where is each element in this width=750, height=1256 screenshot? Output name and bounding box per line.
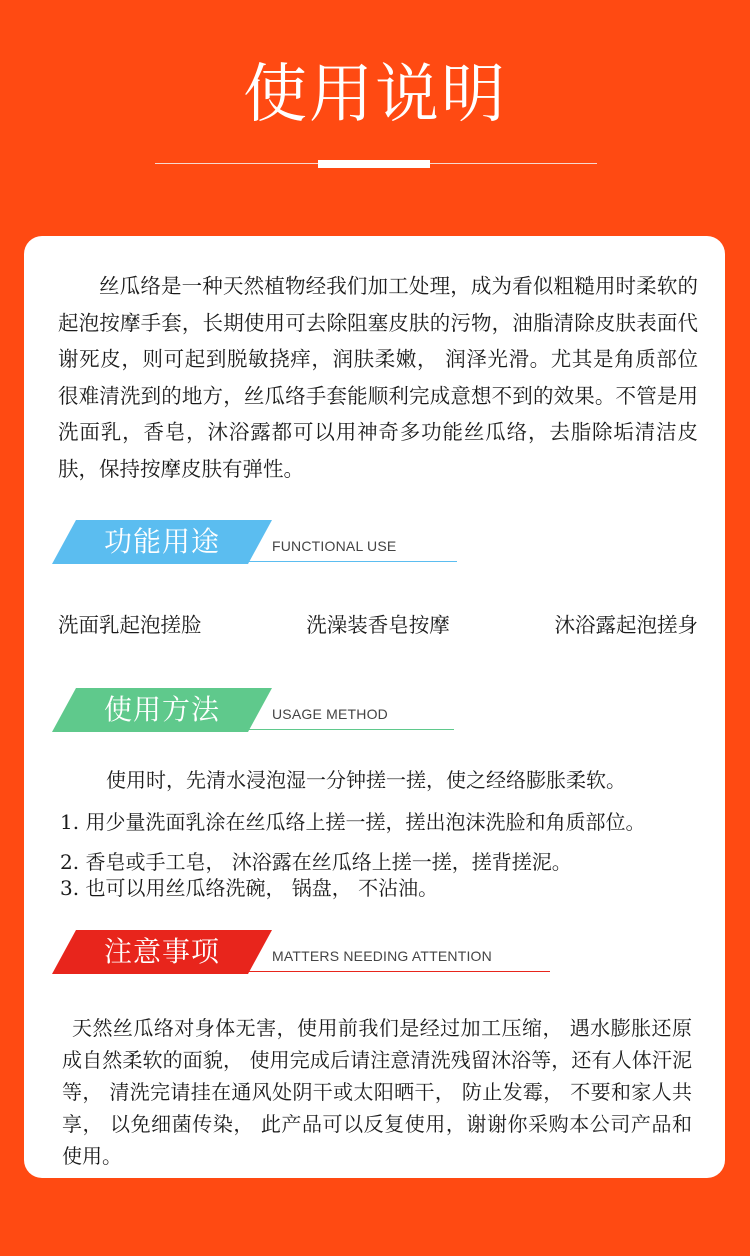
attention-paragraph: 天然丝瓜络对身体无害，使用前我们是经过加工压缩， 遇水膨胀还原成自然柔软的面貌， 使用完成后请注意清洗残留沐浴等，还有人体汗泥等， 清洗完请挂在通风处阴干或太阳晒干， 防止发霉， 不要和家人共享， 以免细菌传染， 此产品可以反复使用，谢谢你采购本公司产品和使用。 (62, 1016, 692, 1168)
usage-step: 3. 也可以用丝瓜络洗碗， 锅盘， 不沾油。 (60, 876, 439, 900)
usage-section-header (52, 688, 532, 734)
functional-sublabel: FUNCTIONAL USE (272, 538, 397, 554)
functional-underline (242, 561, 457, 562)
attention-underline (242, 971, 550, 972)
title-accent-bar (318, 160, 430, 168)
feature-list (58, 608, 698, 638)
usage-underline (242, 729, 454, 730)
usage-step: 1. 用少量洗面乳涂在丝瓜络上搓一搓，搓出泡沫洗脸和角质部位。 (60, 810, 646, 834)
content-card (24, 236, 725, 1178)
usage-step: 2. 香皂或手工皂， 沐浴露在丝瓜络上搓一搓，搓背搓泥。 (60, 850, 572, 874)
functional-label: 功能用途 (103, 525, 220, 558)
usage-sublabel: USAGE METHOD (272, 706, 388, 722)
attention-section-header (52, 930, 532, 976)
page-title: 使用说明 (243, 58, 507, 132)
feature-item: 洗面乳起泡搓脸 (58, 613, 202, 637)
intro-paragraph: 丝瓜络是一种天然植物经我们加工处理，成为看似粗糙用时柔软的起泡按摩手套，长期使用可去除阻塞皮肤的污物，油脂清除皮肤表面代谢死皮，则可起到脱敏挠痒，润肤柔嫩， 润泽光滑。尤其是角质部位很难清洗到的地方，丝瓜络手套能顺利完成意想不到的效果。不管是用洗面乳，香皂，沐浴露都可以用神奇多功能丝瓜络，去脂除垢清洁皮肤，保持按摩皮肤有弹性。 (58, 274, 698, 481)
feature-item: 沐浴露起泡搓身 (554, 613, 698, 637)
attention-label: 注意事项 (103, 935, 220, 968)
feature-item: 洗澡装香皂按摩 (306, 613, 450, 637)
attention-sublabel: MATTERS NEEDING ATTENTION (272, 948, 492, 964)
functional-section-header (52, 520, 532, 566)
usage-intro-line: 使用时，先清水浸泡湿一分钟搓一搓，使之经络膨胀柔软。 (106, 768, 626, 792)
usage-label: 使用方法 (103, 693, 220, 726)
